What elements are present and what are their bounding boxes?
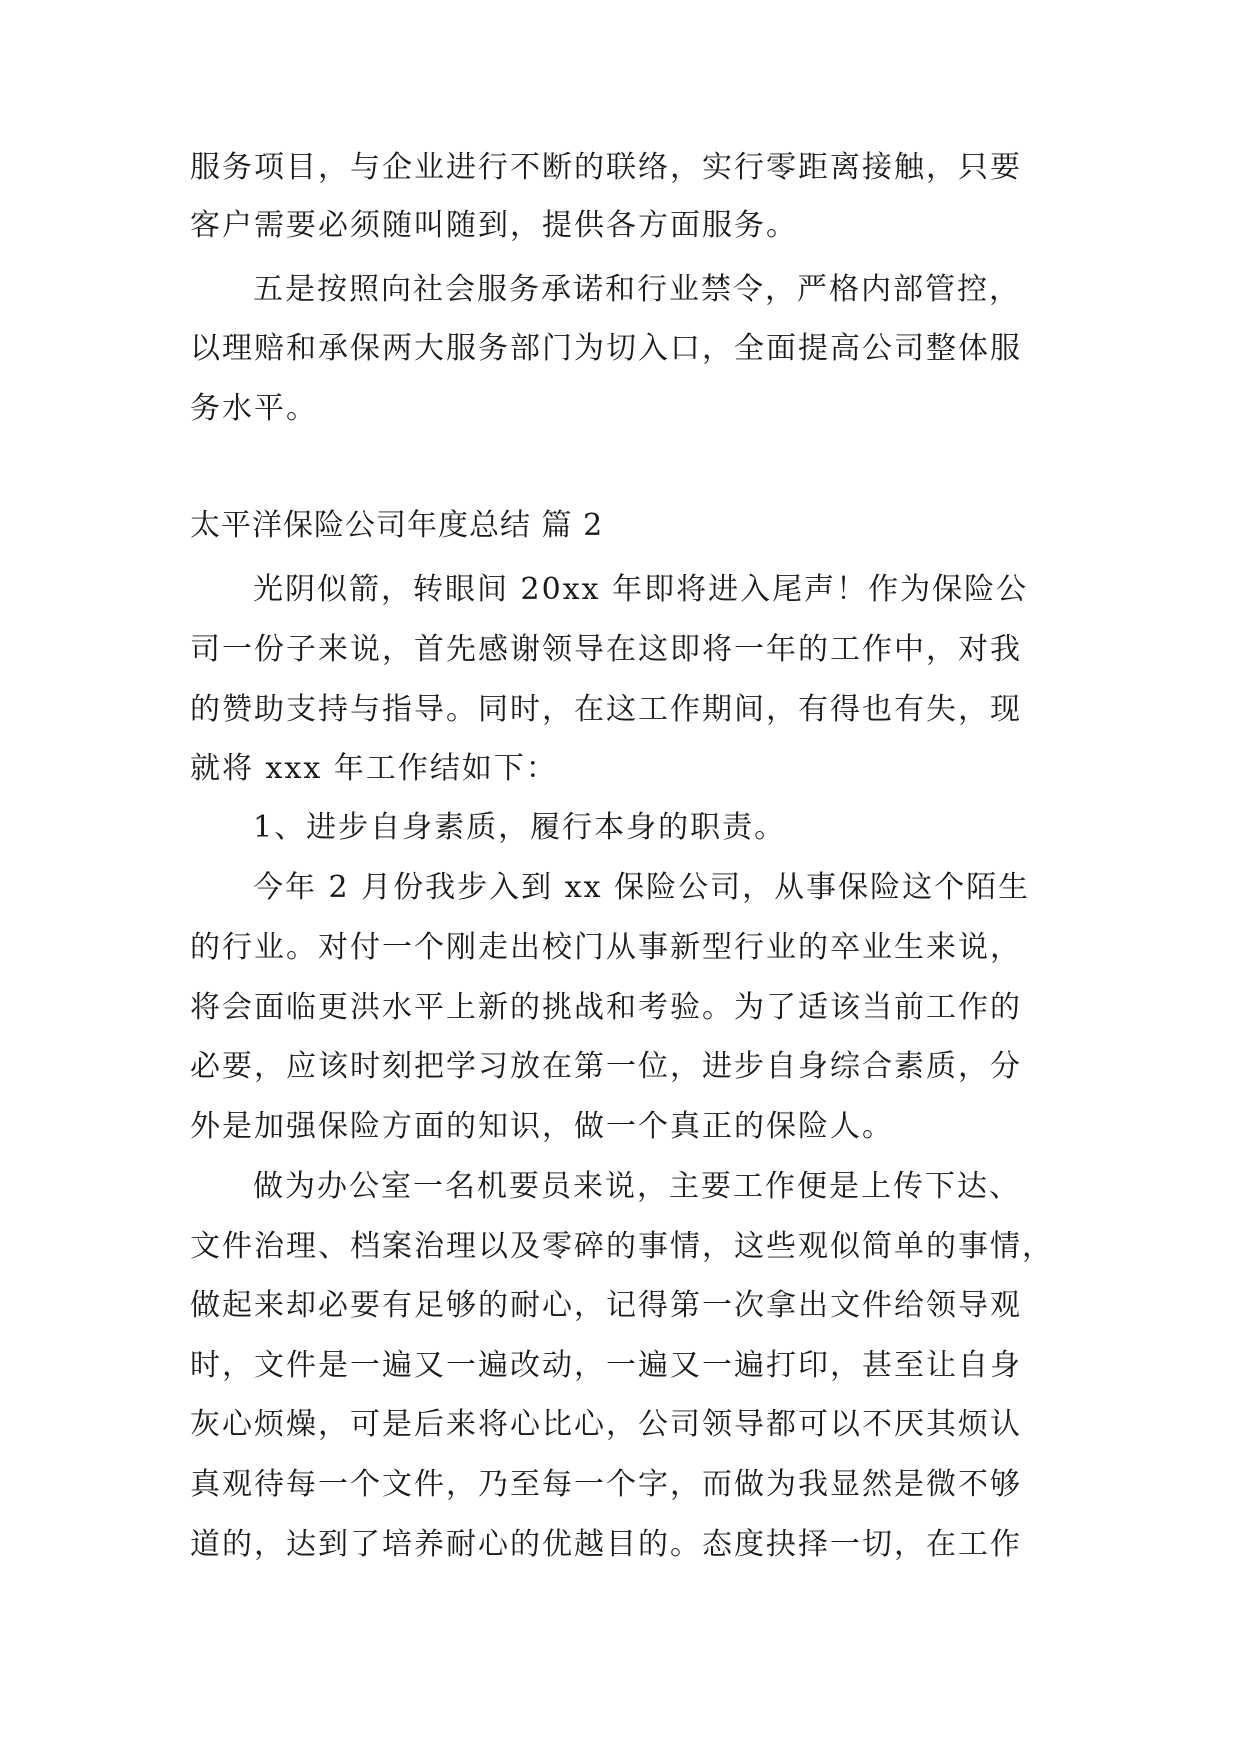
- paragraph-first-line: 做为办公室一名机要员来说，主要工作便是上传下达、: [253, 1169, 1021, 1204]
- text-line: 将会面临更洪水平上新的挑战和考验。为了适该当前工作的: [190, 990, 1022, 1025]
- paragraph-first-line: 今年 2 月份我步入到 xx 保险公司，从事保险这个陌生: [253, 870, 1031, 905]
- text-line: 外是加强保险方面的知识，做一个真正的保险人。: [190, 1109, 894, 1144]
- text-line: 务水平。: [190, 391, 318, 426]
- text-line: 以理赔和承保两大服务部门为切入口，全面提高公司整体服: [190, 331, 1022, 366]
- text-line: 就将 xxx 年工作结如下：: [190, 751, 558, 786]
- text-line: 客户需要必须随叫随到，提供各方面服务。: [190, 208, 798, 243]
- text-line: 真观待每一个文件，乃至每一个字，而做为我显然是微不够: [190, 1467, 1022, 1502]
- list-item-line: 1、进步自身素质，履行本身的职责。: [253, 810, 787, 845]
- text-line: 司一份子来说，首先感谢领导在这即将一年的工作中，对我: [190, 632, 1022, 667]
- text-line: 做起来却必要有足够的耐心，记得第一次拿出文件给领导观: [190, 1288, 1022, 1323]
- paragraph-first-line: 五是按照向社会服务承诺和行业禁令，严格内部管控，: [253, 272, 1021, 307]
- text-line: 的赞助支持与指导。同时，在这工作期间，有得也有失，现: [190, 692, 1022, 727]
- text-line: 服务项目，与企业进行不断的联络，实行零距离接触，只要: [190, 150, 1022, 185]
- text-line: 必要，应该时刻把学习放在第一位，进步自身综合素质，分: [190, 1049, 1022, 1084]
- text-line: 灰心烦燥，可是后来将心比心，公司领导都可以不厌其烦认: [190, 1407, 1022, 1442]
- text-line: 的行业。对付一个刚走出校门从事新型行业的卒业生来说，: [190, 930, 1022, 965]
- paragraph-first-line: 光阴似箭，转眼间 20xx 年即将进入尾声！作为保险公: [253, 572, 1029, 607]
- text-line: 时，文件是一遍又一遍改动，一遍又一遍打印，甚至让自身: [190, 1348, 1022, 1383]
- text-line: 文件治理、档案治理以及零碎的事情，这些观似简单的事情，: [190, 1229, 1054, 1264]
- section-heading: 太平洋保险公司年度总结 篇 2: [190, 508, 604, 543]
- text-line: 道的，达到了培养耐心的优越目的。态度抉择一切，在工作: [190, 1527, 1022, 1562]
